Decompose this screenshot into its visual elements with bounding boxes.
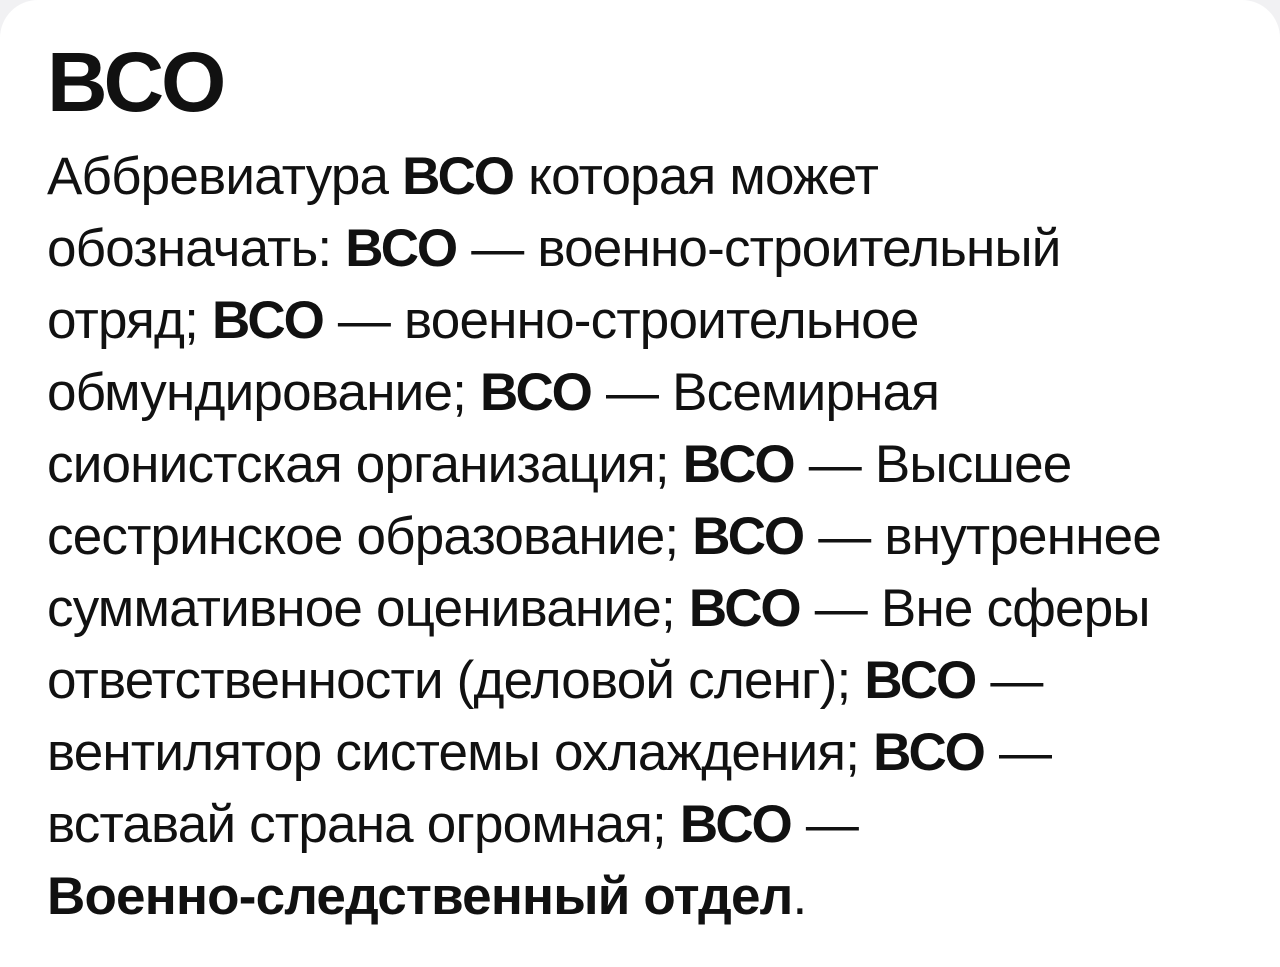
text-line: [47, 357, 1236, 429]
text-segment: — Всемирная: [592, 363, 940, 422]
text-line: [47, 789, 1236, 861]
text-segment: —: [976, 651, 1043, 710]
text-line: [47, 501, 1236, 573]
abbreviation-bold-segment: ВСО: [402, 147, 515, 206]
abbreviation-bold-segment: ВСО: [688, 579, 801, 638]
abbreviation-bold-segment: ВСО: [345, 219, 458, 278]
text-segment: суммативное оценивание;: [47, 579, 689, 638]
abbreviation-bold-segment: ВСО: [692, 507, 805, 566]
text-line: [47, 717, 1236, 789]
text-segment: которая может: [514, 147, 879, 206]
text-segment: — внутреннее: [804, 507, 1162, 566]
text-segment: .: [792, 867, 807, 926]
abbreviation-bold-segment: ВСО: [873, 723, 986, 782]
text-segment: обозначать:: [47, 219, 346, 278]
abbreviation-bold-segment: ВСО: [211, 291, 324, 350]
text-segment: — военно-строительное: [324, 291, 919, 350]
text-segment: сестринское образование;: [47, 507, 693, 566]
text-line: [47, 141, 1236, 213]
abbreviation-bold-segment: ВСО: [480, 363, 593, 422]
page-title: ВСО: [47, 35, 226, 129]
text-line: [47, 285, 1236, 357]
definition-paragraph: [47, 141, 1236, 933]
text-segment: сионистская организация;: [47, 435, 683, 494]
text-line: [47, 429, 1236, 501]
text-line: [47, 861, 1236, 933]
text-line: [47, 573, 1236, 645]
abbreviation-bold-segment: ВСО: [682, 435, 795, 494]
text-segment: —: [985, 723, 1052, 782]
abbreviation-bold-segment: ВСО: [679, 795, 792, 854]
text-segment: — Вне сферы: [800, 579, 1150, 638]
abbreviation-bold-segment: ВСО: [864, 651, 977, 710]
text-segment: вентилятор системы охлаждения;: [47, 723, 874, 782]
text-segment: обмундирование;: [47, 363, 480, 422]
text-segment: — Высшее: [794, 435, 1072, 494]
text-segment: —: [791, 795, 859, 854]
text-segment: отряд;: [47, 291, 212, 350]
text-line: [47, 645, 1236, 717]
text-segment: вставай страна огромная;: [47, 795, 680, 854]
text-segment: — военно-строительный: [457, 219, 1061, 278]
text-line: [47, 213, 1236, 285]
abbreviation-bold-segment: Военно-следственный отдел: [47, 867, 793, 926]
text-segment: Аббревиатура: [47, 147, 403, 206]
text-segment: ответственности (деловой сленг);: [47, 651, 865, 710]
